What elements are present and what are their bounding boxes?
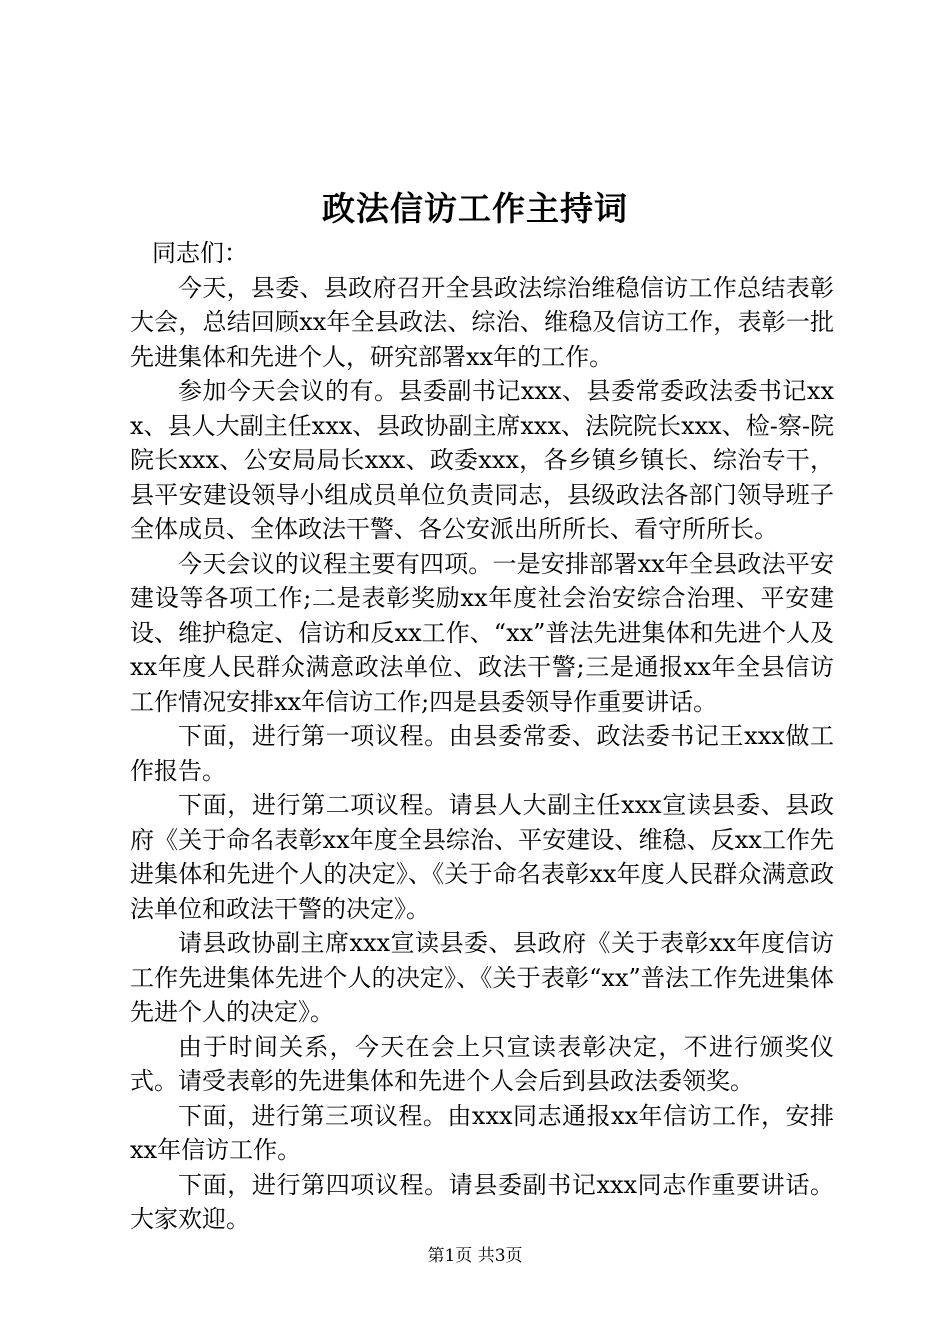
paragraph-item-three: 下面，进行第三项议程。由xxx同志通报xx年信访工作，安排xx年信访工作。 [130,1101,834,1164]
paragraph-agenda: 今天会议的议程主要有四项。一是安排部署xx年全县政法平安建设等各项工作;二是表彰奖励xx年度社会治安综合治理、平安建设、维护稳定、信访和反xx工作、“xx”普法先进集体和先进个人及xx年度人民群众满意政法单位、政法干警;三是通报xx年全县信访工作情况安排xx年信访工作;四是县委领导作重要讲话。 [130,549,834,716]
paragraph-attendees: 参加今天会议的有。县委副书记xxx、县委常委政法委书记xxx、县人大副主任xxx、县政协副主席xxx、法院院长xxx、检-察-院院长xxx、公安局局长xxx、政委xxx，各乡镇乡镇长、综治专干，县平安建设领导小组成员单位负责同志，县级政法各部门领导班子全体成员、全体政法干警、各公安派出所所长、看守所所长。 [130,377,834,543]
paragraph-greeting: 同志们： [152,239,248,267]
paragraph-item-four: 下面，进行第四项议程。请县委副书记xxx同志作重要讲话。大家欢迎。 [130,1170,834,1233]
paragraph-opening: 今天，县委、县政府召开全县政法综治维稳信访工作总结表彰大会，总结回顾xx年全县政法、综治、维稳及信访工作，表彰一批先进集体和先进个人，研究部署xx年的工作。 [130,273,834,371]
document-body [130,236,834,1237]
paragraph-item-two-continued: 请县政协副主席xxx宣读县委、县政府《关于表彰xx年度信访工作先进集体先进个人的决定》、《关于表彰“xx”普法工作先进集体先进个人的决定》。 [130,929,834,1026]
paragraph-item-one: 下面，进行第一项议程。由县委常委、政法委书记王xxx做工作报告。 [130,722,834,785]
paragraph-time-note: 由于时间关系，今天在会上只宣读表彰决定，不进行颁奖仪式。请受表彰的先进集体和先进个人会后到县政法委领奖。 [130,1032,834,1095]
document-title: 政法信访工作主持词 [322,189,628,228]
page-number-footer: 第1页 共3页 [427,1246,523,1266]
paragraph-item-two: 下面，进行第二项议程。请县人大副主任xxx宣读县委、县政府《关于命名表彰xx年度全县综治、平安建设、维稳、反xx工作先进集体和先进个人的决定》、《关于命名表彰xx年度人民群众满意政法单位和政法干警的决定》。 [130,791,834,923]
